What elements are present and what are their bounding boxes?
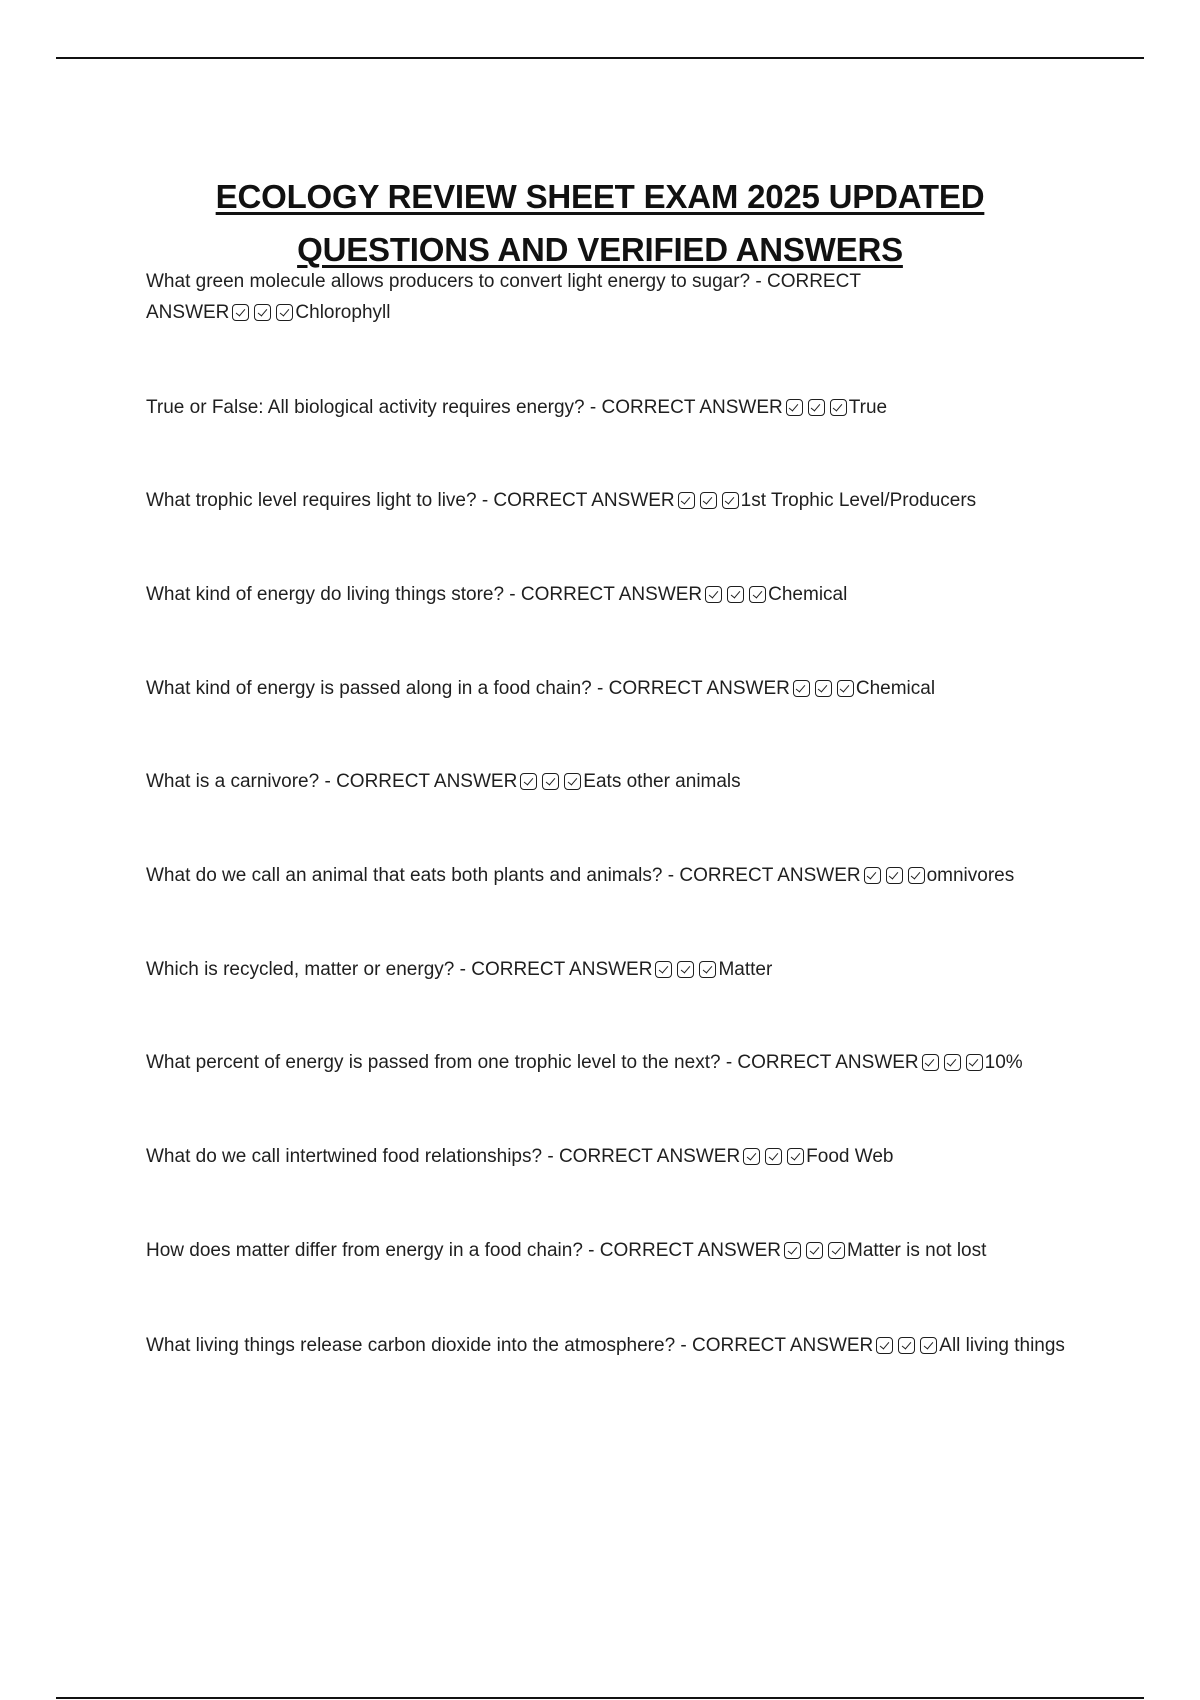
correct-answer-label: - CORRECT ANSWER <box>504 584 703 605</box>
checkbox-check-icon <box>966 1054 983 1071</box>
check-marks <box>675 490 741 511</box>
qa-item <box>146 1235 1086 1266</box>
checkbox-check-icon <box>793 680 810 697</box>
checkbox-check-icon <box>815 680 832 697</box>
correct-answer-label: - CORRECT ANSWER <box>582 1240 781 1261</box>
answer-text: omnivores <box>926 865 1015 886</box>
correct-answer-label: - CORRECT ANSWER <box>454 959 653 980</box>
question-text: What is a carnivore? <box>146 771 320 792</box>
checkbox-check-icon <box>808 399 825 416</box>
qa-item <box>146 579 1086 610</box>
checkbox-check-icon <box>806 1242 823 1259</box>
qa-item <box>146 1047 1086 1078</box>
answer-text: Matter is not lost <box>847 1240 987 1261</box>
top-rule <box>56 57 1144 59</box>
checkbox-check-icon <box>743 1148 760 1165</box>
checkbox-check-icon <box>922 1054 939 1071</box>
question-text: What trophic level requires light to live? <box>146 490 477 511</box>
checkbox-check-icon <box>678 492 695 509</box>
checkbox-check-icon <box>677 961 694 978</box>
checkbox-check-icon <box>276 304 293 321</box>
answer-text: Matter <box>718 959 773 980</box>
question-text: What kind of energy is passed along in a food chain? <box>146 678 592 699</box>
check-marks <box>781 1240 847 1261</box>
title-line-2: QUESTIONS AND VERIFIED ANSWERS <box>297 231 903 269</box>
check-marks <box>873 1335 939 1356</box>
checkbox-check-icon <box>700 492 717 509</box>
correct-answer-label: - CORRECT ANSWER <box>146 271 861 323</box>
checkbox-check-icon <box>520 773 537 790</box>
qa-item <box>146 954 1086 985</box>
answer-text: Chemical <box>855 678 936 699</box>
question-text: What percent of energy is passed from one trophic level to the next? <box>146 1052 721 1073</box>
qa-item <box>146 673 1086 704</box>
question-text: What do we call an animal that eats both plants and animals? <box>146 865 663 886</box>
question-text: How does matter differ from energy in a food chain? <box>146 1240 583 1261</box>
checkbox-check-icon <box>864 867 881 884</box>
answer-text: All living things <box>939 1335 1065 1356</box>
checkbox-check-icon <box>232 304 249 321</box>
checkbox-check-icon <box>655 961 672 978</box>
correct-answer-label: - CORRECT ANSWER <box>675 1335 874 1356</box>
checkbox-check-icon <box>837 680 854 697</box>
checkbox-check-icon <box>564 773 581 790</box>
answer-text: Chemical <box>768 584 848 605</box>
question-text: What green molecule allows producers to convert light energy to sugar? <box>146 271 751 292</box>
checkbox-check-icon <box>786 399 803 416</box>
question-text: What living things release carbon dioxide into the atmosphere? <box>146 1335 676 1356</box>
checkbox-check-icon <box>727 586 744 603</box>
correct-answer-label: - CORRECT ANSWER <box>591 678 790 699</box>
check-marks <box>702 584 768 605</box>
check-marks <box>919 1052 985 1073</box>
qa-item <box>146 1141 1086 1172</box>
checkbox-check-icon <box>787 1148 804 1165</box>
answer-text: Food Web <box>806 1146 894 1167</box>
checkbox-check-icon <box>699 961 716 978</box>
checkbox-check-icon <box>920 1337 937 1354</box>
question-text: What do we call intertwined food relationships? <box>146 1146 543 1167</box>
check-marks <box>517 771 583 792</box>
qa-item <box>146 266 926 328</box>
checkbox-check-icon <box>876 1337 893 1354</box>
answer-text: Eats other animals <box>583 771 741 792</box>
answer-text: True <box>848 397 888 418</box>
checkbox-check-icon <box>722 492 739 509</box>
check-marks <box>229 302 295 323</box>
correct-answer-label: - CORRECT ANSWER <box>584 397 783 418</box>
answer-text: 10% <box>984 1052 1023 1073</box>
checkbox-check-icon <box>898 1337 915 1354</box>
bottom-rule <box>56 1697 1144 1699</box>
question-text: What kind of energy do living things store? <box>146 584 505 605</box>
answer-text: Chlorophyll <box>295 302 391 323</box>
checkbox-check-icon <box>908 867 925 884</box>
qa-item <box>146 860 1086 891</box>
page-title <box>100 170 1100 276</box>
check-marks <box>861 865 927 886</box>
correct-answer-label: - CORRECT ANSWER <box>720 1052 919 1073</box>
checkbox-check-icon <box>765 1148 782 1165</box>
correct-answer-label: - CORRECT ANSWER <box>662 865 861 886</box>
checkbox-check-icon <box>254 304 271 321</box>
title-line-1: ECOLOGY REVIEW SHEET EXAM 2025 UPDATED <box>215 178 985 216</box>
correct-answer-label: - CORRECT ANSWER <box>542 1146 741 1167</box>
checkbox-check-icon <box>784 1242 801 1259</box>
check-marks <box>740 1146 806 1167</box>
checkbox-check-icon <box>749 586 766 603</box>
question-text: Which is recycled, matter or energy? <box>146 959 455 980</box>
qa-item <box>146 392 1086 423</box>
correct-answer-label: - CORRECT ANSWER <box>476 490 675 511</box>
qa-item <box>146 1330 1086 1361</box>
checkbox-check-icon <box>886 867 903 884</box>
qa-item <box>146 485 1086 516</box>
checkbox-check-icon <box>830 399 847 416</box>
checkbox-check-icon <box>705 586 722 603</box>
check-marks <box>790 678 856 699</box>
check-marks <box>783 397 849 418</box>
checkbox-check-icon <box>542 773 559 790</box>
question-text: True or False: All biological activity requires energy? <box>146 397 585 418</box>
checkbox-check-icon <box>944 1054 961 1071</box>
check-marks <box>652 959 718 980</box>
qa-item <box>146 766 1086 797</box>
correct-answer-label: - CORRECT ANSWER <box>319 771 518 792</box>
checkbox-check-icon <box>828 1242 845 1259</box>
answer-text: 1st Trophic Level/Producers <box>740 490 977 511</box>
